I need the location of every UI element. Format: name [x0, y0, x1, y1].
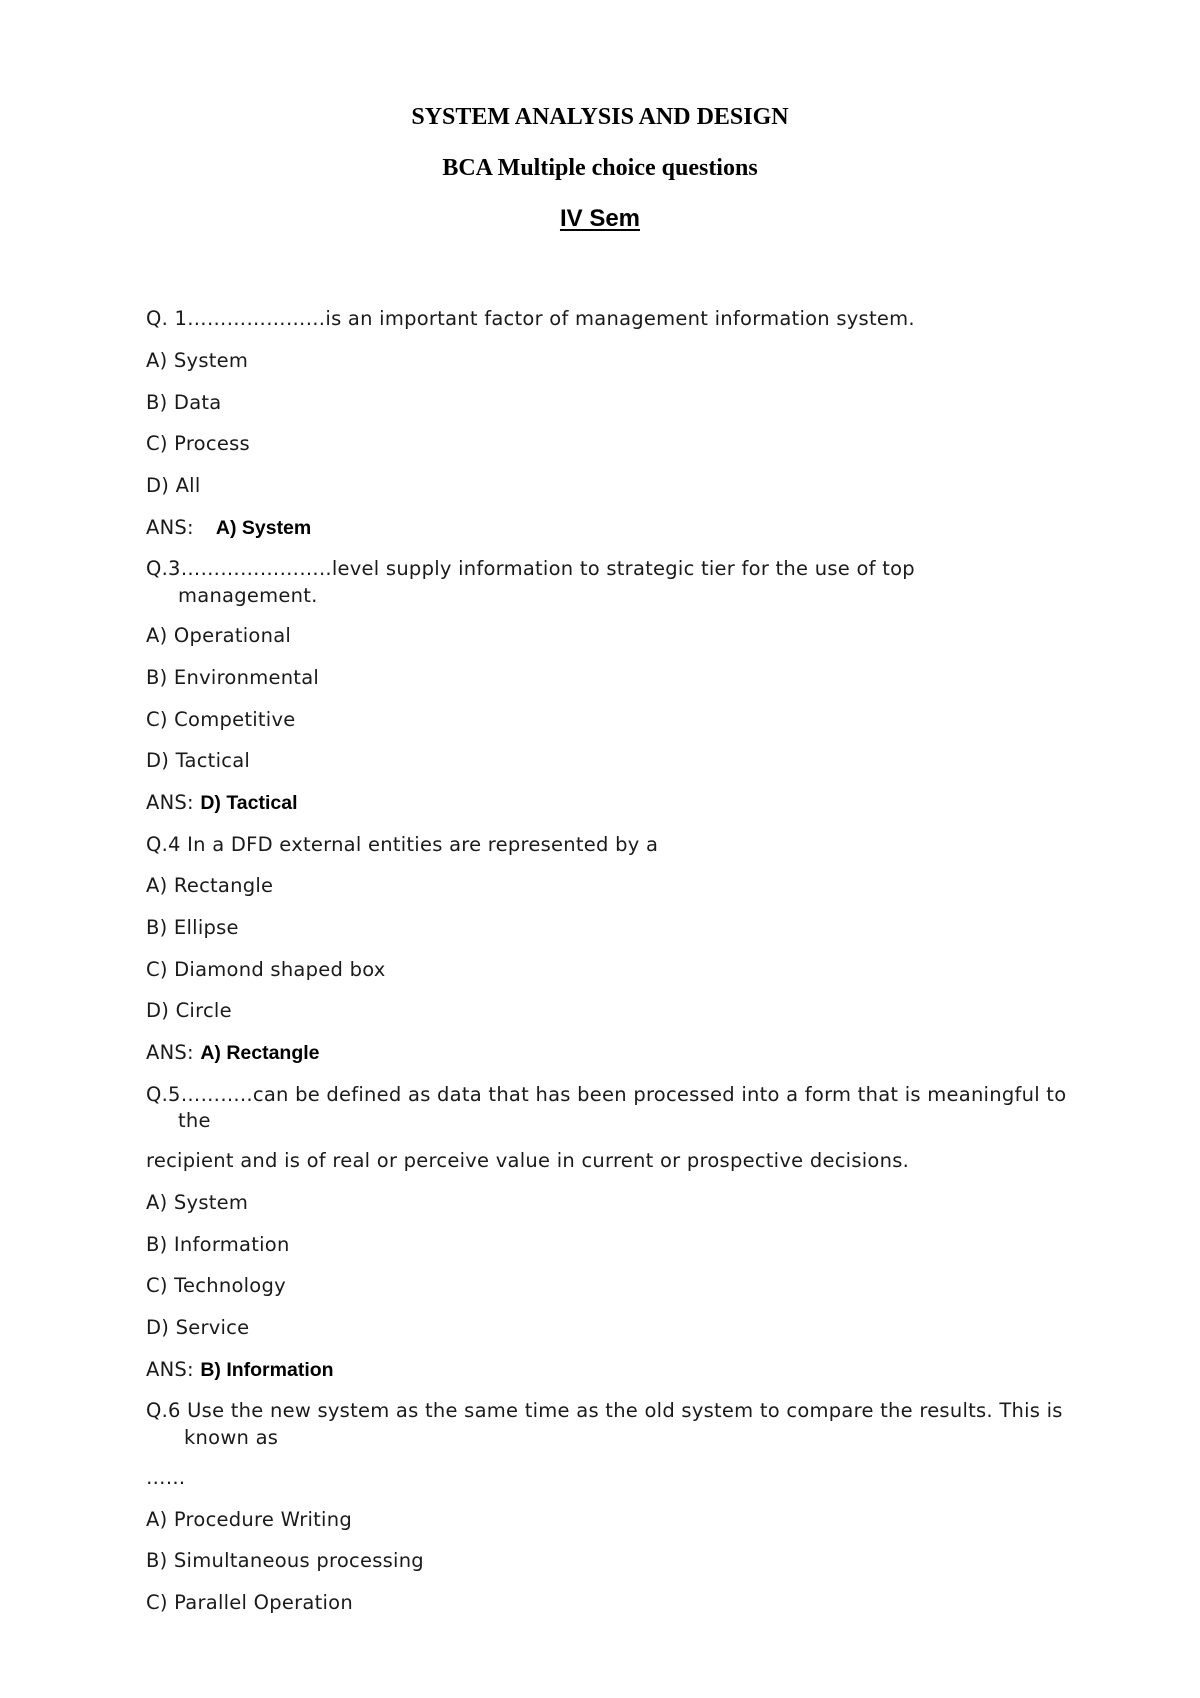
- question-5-option-c: C) Technology: [146, 1274, 286, 1297]
- question-6-text-continued: known as: [184, 1426, 279, 1449]
- question-1-option-b: B) Data: [146, 391, 222, 414]
- question-6-option-c: C) Parallel Operation: [146, 1591, 353, 1614]
- answer-label: ANS:: [146, 1041, 194, 1064]
- question-1-text: Q. 1…………………is an important factor of management information system.: [146, 307, 915, 330]
- answer-value: A) System: [215, 517, 312, 539]
- question-4-option-c: C) Diamond shaped box: [146, 958, 386, 981]
- question-3-text-continued: management.: [178, 584, 318, 607]
- question-1-answer: [146, 516, 311, 540]
- document-subtitle: BCA Multiple choice questions: [442, 155, 758, 181]
- question-1-option-c: C) Process: [146, 432, 250, 455]
- question-3-option-a: A) Operational: [146, 624, 292, 647]
- question-6-text: Q.6 Use the new system as the same time as the old system to compare the results. This is: [146, 1399, 1063, 1422]
- question-4-answer: [146, 1041, 320, 1065]
- answer-value: A) Rectangle: [200, 1042, 320, 1064]
- answer-label: ANS:: [146, 1358, 194, 1381]
- question-3-answer: [146, 791, 298, 815]
- question-4-option-a: A) Rectangle: [146, 874, 274, 897]
- question-5-text-continued-2: recipient and is of real or perceive value in current or prospective decisions.: [146, 1149, 910, 1172]
- answer-value: D) Tactical: [200, 792, 298, 814]
- question-4-option-b: B) Ellipse: [146, 916, 239, 939]
- answer-label: ANS:: [146, 791, 194, 814]
- semester-heading: IV Sem: [559, 205, 641, 232]
- answer-label: ANS:: [146, 516, 194, 539]
- question-4-text: Q.4 In a DFD external entities are represented by a: [146, 833, 659, 856]
- question-6-option-a: A) Procedure Writing: [146, 1508, 352, 1531]
- document-title: SYSTEM ANALYSIS AND DESIGN: [411, 104, 789, 130]
- question-3-text: Q.3…………………..level supply information to strategic tier for the use of top: [146, 557, 915, 580]
- question-1-option-a: A) System: [146, 349, 249, 372]
- question-5-option-d: D) Service: [146, 1316, 250, 1339]
- question-5-text-continued: the: [178, 1109, 211, 1132]
- question-6-text-continued-2: ……: [146, 1466, 186, 1489]
- question-3-option-d: D) Tactical: [146, 749, 251, 772]
- question-3-option-b: B) Environmental: [146, 666, 320, 689]
- question-1-option-d: D) All: [146, 474, 201, 497]
- answer-value: B) Information: [200, 1359, 334, 1381]
- question-5-option-b: B) Information: [146, 1233, 290, 1256]
- question-4-option-d: D) Circle: [146, 999, 232, 1022]
- question-5-answer: [146, 1358, 334, 1382]
- question-3-option-c: C) Competitive: [146, 708, 296, 731]
- question-5-text: Q.5………..can be defined as data that has been processed into a form that is meaningful to: [146, 1083, 1067, 1106]
- question-5-option-a: A) System: [146, 1191, 249, 1214]
- question-6-option-b: B) Simultaneous processing: [146, 1549, 424, 1572]
